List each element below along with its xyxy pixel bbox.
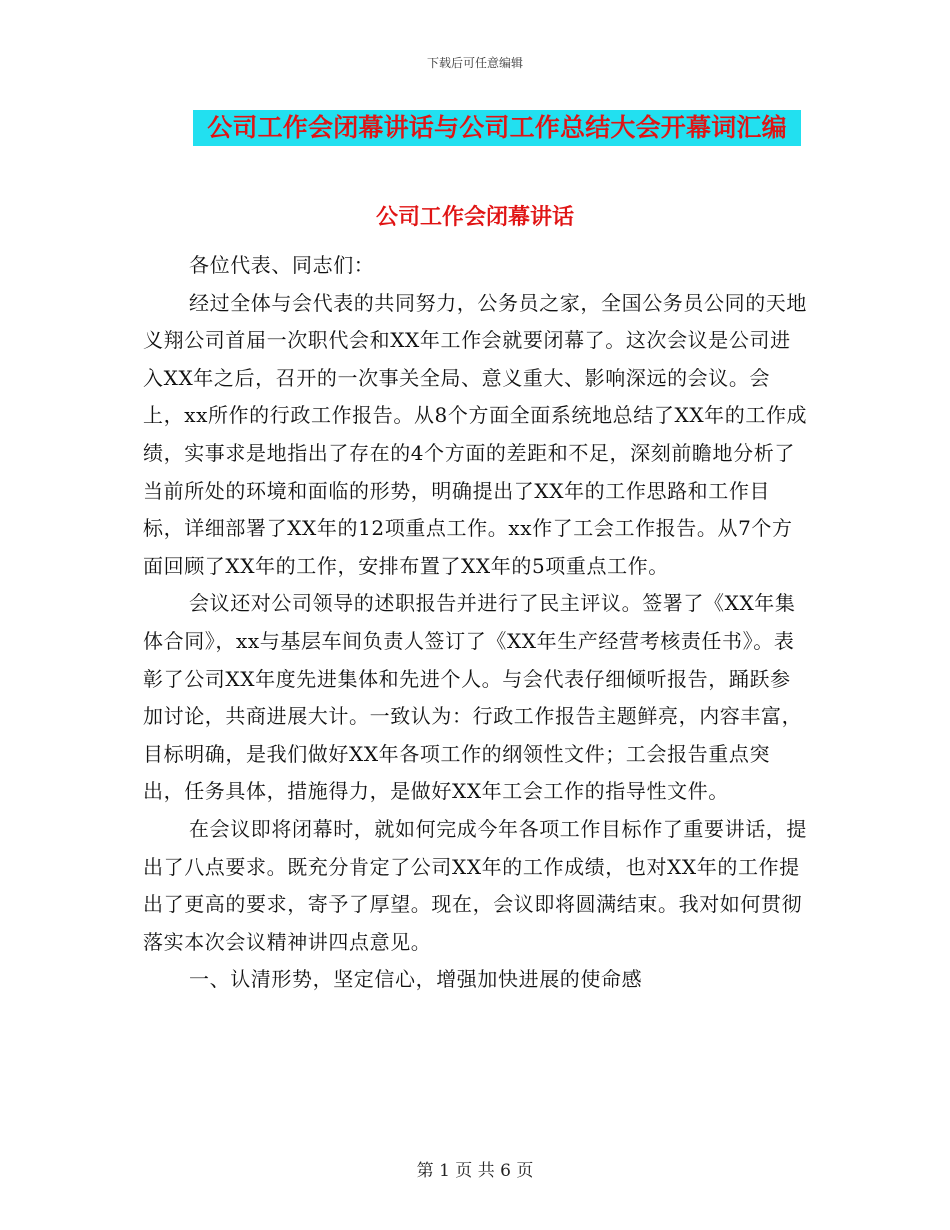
section-title: 公司工作会闭幕讲话 <box>375 204 574 230</box>
paragraph-3: 在会议即将闭幕时，就如何完成今年各项工作目标作了重要讲话，提出了八点要求。既充分肯定了公司XX年的工作成绩，也对XX年的工作提出了更高的要求，寄予了厚望。现在，会议即将圆满结束。我对如何贯彻落实本次会议精神讲四点意见。 <box>143 816 807 954</box>
paragraph-2: 会议还对公司领导的述职报告并进行了民主评议。签署了《XX年集体合同》，xx与基层车间负责人签订了《XX年生产经营考核责任书》。表彰了公司XX年度先进集体和先进个人。与会代表仔细倾听报告，踊跃参加讨论，共商进展大计。一致认为：行政工作报告主题鲜亮，内容丰富，目标明确，是我们做好XX年各项工作的纲领性文件；工会报告重点突出，任务具体，措施得力，是做好XX年工会工作的指导性文件。 <box>143 591 803 804</box>
doc-title-highlight <box>193 110 801 146</box>
doc-title: 公司工作会闭幕讲话与公司工作总结大会开幕词汇编 <box>207 113 787 142</box>
page-footer: 第 1 页 共 6 页 <box>416 1161 534 1181</box>
paragraph-1: 经过全体与会代表的共同努力，公务员之家，全国公务员公同的天地义翔公司首届一次职代会和XX年工作会就要闭幕了。这次会议是公司进入XX年之后，召开的一次事关全局、意义重大、影响深远的会议。会上，xx所作的行政工作报告。从8个方面全面系统地总结了XX年的工作成绩，实事求是地指出了存在的4个方面的差距和不足，深刻前瞻地分析了当前所处的环境和面临的形势，明确提出了XX年的工作思路和工作目标，详细部署了XX年的12项重点工作。xx作了工会工作报告。从7个方面回顾了XX年的工作，安排布置了XX年的5项重点工作。 <box>143 290 808 578</box>
body-text <box>143 247 811 999</box>
header-note: 下载后可任意编辑 <box>426 56 523 70</box>
section-heading-1: 一、认清形势，坚定信心，增强加快进展的使命感 <box>189 967 643 992</box>
salutation: 各位代表、同志们： <box>189 253 375 277</box>
